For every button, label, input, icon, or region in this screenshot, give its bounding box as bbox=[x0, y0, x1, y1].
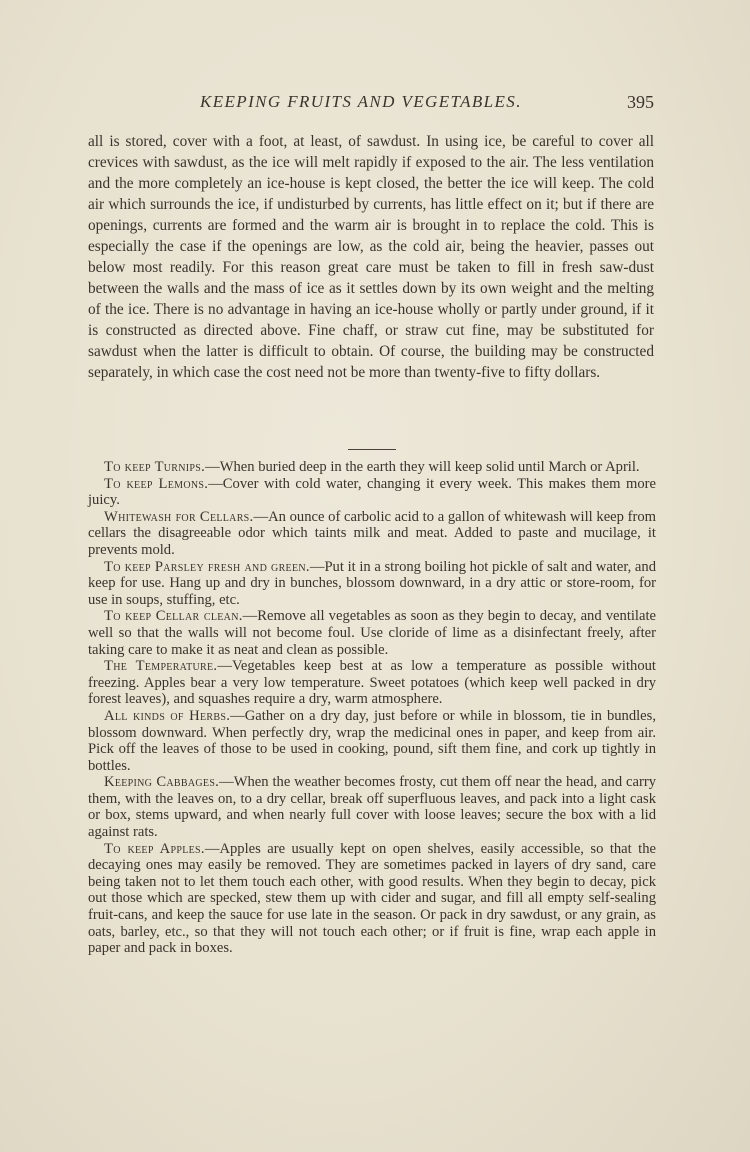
page-number: 395 bbox=[627, 92, 654, 112]
tip-entry-temperature bbox=[88, 658, 656, 708]
tip-text: —Apples are usually kept on open shelves, easily accessible, so that the decaying ones may easily be removed. They are sometimes packed in layers of dry sand, care being taken not to let them touch each other, with good results. When they begin to decay, pick out those which are specked, stew them up with cider and sugar, and fill all empty self-sealing fruit-cans, and keep the sauce for use late in the season. Or pack in dry sawdust, or any grain, as oats, barley, etc., so that they will not touch each other; or if fruit is fine, wrap each apple in paper and pack in boxes. bbox=[88, 840, 656, 957]
tip-heading: To keep Parsley fresh and green. bbox=[104, 558, 310, 575]
tip-entry-herbs bbox=[88, 708, 656, 774]
tip-text: —Vegetables keep best at as low a temperature as possible without freezing. Apples bear a very low temperature. Sweet potatoes (which keep well packed in dry forest leaves), and squashes require a dry, warm atmosphere. bbox=[88, 658, 656, 708]
tip-entry-parsley bbox=[88, 559, 656, 609]
tip-heading: Whitewash for Cellars. bbox=[104, 508, 254, 525]
tip-text: —Gather on a dry day, just before or while in blossom, tie in bundles, blossom downward. When perfectly dry, wrap the medicinal ones in paper, and keep from air. Pick off the leaves of those to be used in cooking, pound, sift them fine, and cork up tightly in bottles. bbox=[88, 707, 656, 774]
tip-text: —When buried deep in the earth they will keep solid until March or April. bbox=[205, 459, 640, 475]
tip-entry-turnips bbox=[88, 459, 656, 476]
tip-heading: To keep Lemons. bbox=[104, 475, 209, 492]
intro-paragraph: all is stored, cover with a foot, at least, of sawdust. In using ice, be careful to cover all crevices with sawdust, as the ice will melt rapidly if exposed to the air. The less ventilation and the more completely an ice-house is kept closed, the better the ice will keep. The cold air which surrounds the ice, if undisturbed by currents, has little effect on it; but if there are openings, currents are formed and the warm air is brought in to replace the cold. This is especially the case if the openings are low, as the cold air, being the heavier, passes out below most readily. For this reason great care must be taken to fill in fresh saw-dust between the walls and the mass of ice as it settles down by its own weight and the melting of the ice. There is no advantage in having an ice-house wholly or partly under ground, if it is constructed as directed above. Fine chaff, or straw cut fine, may be substituted for sawdust when the latter is difficult to obtain. Of course, the building may be constructed separately, in which case the cost need not be more than twenty-five to fifty dollars. bbox=[88, 133, 654, 381]
tip-entry-cellar bbox=[88, 608, 656, 658]
tip-entry-cabbages bbox=[88, 774, 656, 840]
tip-heading: All kinds of Herbs. bbox=[104, 707, 231, 724]
running-head bbox=[88, 92, 654, 116]
tip-heading: To keep Turnips. bbox=[104, 459, 206, 475]
tip-entry-apples bbox=[88, 841, 656, 957]
running-head-title: KEEPING FRUITS AND VEGETABLES. bbox=[200, 92, 522, 111]
section-divider bbox=[348, 449, 396, 450]
tip-heading: The Temperature. bbox=[104, 658, 218, 675]
tip-text: —Put it in a strong boiling hot pickle of salt and water, and keep for use. Hang up and dry in bunches, blossom downward, in a dry attic or store-room, for use in soups, stuffing, etc. bbox=[88, 558, 656, 608]
tip-entry-whitewash bbox=[88, 509, 656, 559]
tip-text: —An ounce of carbolic acid to a gallon of whitewash will keep from cellars the disagreeable odor which taints milk and meat. Added to paste and mucilage, it prevents mold. bbox=[88, 508, 657, 558]
household-tips-section bbox=[88, 459, 656, 957]
tip-heading: To keep Apples. bbox=[104, 840, 205, 857]
tip-text: —When the weather becomes frosty, cut them off near the head, and carry them, with the leaves on, to a dry cellar, break off superfluous leaves, and pack into a light cask or box, stems upward, and when nearly full cover with loose leaves; secure the box with a lid against rats. bbox=[88, 774, 656, 841]
tip-entry-lemons bbox=[88, 476, 656, 509]
tip-heading: Keeping Cabbages. bbox=[104, 774, 220, 791]
tip-heading: To keep Cellar clean. bbox=[104, 608, 243, 625]
tip-text: —Remove all vegetables as soon as they begin to decay, and ventilate well so that the walls will not become foul. Use cloride of lime as a disinfectant freely, after taking care to make it as neat and clean as possible. bbox=[88, 608, 656, 658]
tip-text: —Cover with cold water, changing it every week. This makes them more juicy. bbox=[88, 475, 656, 509]
